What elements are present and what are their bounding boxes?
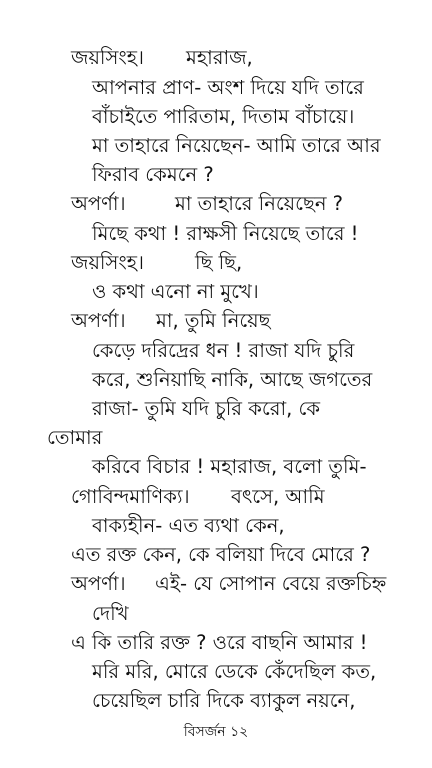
line-text: ফিরাব কেমনে ? bbox=[92, 163, 214, 186]
verse-line bbox=[92, 74, 364, 102]
verse-line bbox=[92, 161, 214, 189]
speaker-name: অপর্ণা। bbox=[71, 192, 126, 215]
line-text: বাক্যহীন- এত ব্যথা কেন, bbox=[92, 514, 285, 537]
verse-line bbox=[92, 658, 376, 686]
line-text: মহারাজ, bbox=[186, 46, 253, 69]
line-text: বাঁচাইতে পারিতাম, দিতাম বাঁচায়ে। bbox=[92, 105, 355, 128]
page-number: ১২ bbox=[230, 724, 249, 740]
verse-line bbox=[92, 366, 372, 394]
verse-line bbox=[71, 307, 270, 335]
verse-line bbox=[92, 337, 354, 365]
speaker-name: অপর্ণা। bbox=[71, 309, 126, 332]
line-text: এত রক্ত কেন, কে বলিয়া দিবে মোরে ? bbox=[71, 543, 371, 566]
line-text: ছি ছি, bbox=[195, 251, 243, 274]
verse-line bbox=[71, 249, 242, 277]
page-footer bbox=[0, 722, 432, 742]
book-title: বিসর্জন bbox=[183, 724, 226, 740]
speaker-name: গোবিন্দমাণিক্য। bbox=[71, 485, 190, 508]
line-text: মা, তুমি নিয়েছ bbox=[156, 309, 271, 332]
speaker-name: জয়সিংহ। bbox=[71, 46, 145, 69]
verse-line bbox=[71, 541, 370, 569]
verse-line bbox=[71, 44, 253, 72]
verse-line bbox=[71, 483, 325, 511]
verse-line bbox=[92, 512, 285, 540]
verse-line bbox=[71, 629, 367, 657]
line-text: কেড়ে দরিদ্রের ধন ! রাজা যদি চুরি bbox=[92, 339, 355, 362]
verse-line bbox=[47, 424, 102, 452]
line-text: মিছে কথা ! রাক্ষসী নিয়েছে তারে ! bbox=[92, 222, 359, 245]
line-text: এ কি তারি রক্ত ? ওরে বাছনি আমার ! bbox=[71, 631, 368, 654]
line-text: তোমার bbox=[47, 426, 103, 449]
line-text: দেখি bbox=[92, 602, 129, 625]
line-text: বৎসে, আমি bbox=[231, 485, 325, 508]
verse-line bbox=[92, 220, 359, 248]
speaker-name: অপর্ণা। bbox=[71, 572, 126, 595]
verse-line bbox=[92, 395, 412, 423]
verse-line bbox=[92, 132, 381, 160]
line-text: এই- যে সোপান বেয়ে রক্তচিহ্ন bbox=[155, 572, 387, 595]
line-text: রাজা- তুমি যদি চুরি করো, কে bbox=[92, 397, 321, 420]
verse-line bbox=[71, 190, 343, 218]
line-text: করে, শুনিয়াছি নাকি, আছে জগতের bbox=[92, 368, 373, 391]
line-text: ও কথা এনো না মুখে। bbox=[92, 280, 259, 303]
line-text: চেয়েছিল চারি দিকে ব্যাকুল নয়নে, bbox=[92, 689, 356, 712]
line-text: মরি মরি, মোরে ডেকে কেঁদেছিল কত, bbox=[92, 660, 377, 683]
speaker-name: জয়সিংহ। bbox=[71, 251, 145, 274]
verse-line bbox=[92, 103, 354, 131]
verse-line bbox=[92, 278, 259, 306]
verse-line bbox=[92, 687, 355, 715]
line-text: করিবে বিচার ! মহারাজ, বলো তুমি- bbox=[92, 455, 367, 478]
line-text: মা তাহারে নিয়েছেন ? bbox=[175, 192, 344, 215]
verse-line bbox=[92, 453, 366, 481]
verse-line bbox=[71, 570, 386, 598]
verse-line bbox=[92, 600, 129, 628]
line-text: মা তাহারে নিয়েছেন- আমি তারে আর bbox=[92, 134, 381, 157]
line-text: আপনার প্রাণ- অংশ দিয়ে যদি তারে bbox=[92, 76, 364, 99]
